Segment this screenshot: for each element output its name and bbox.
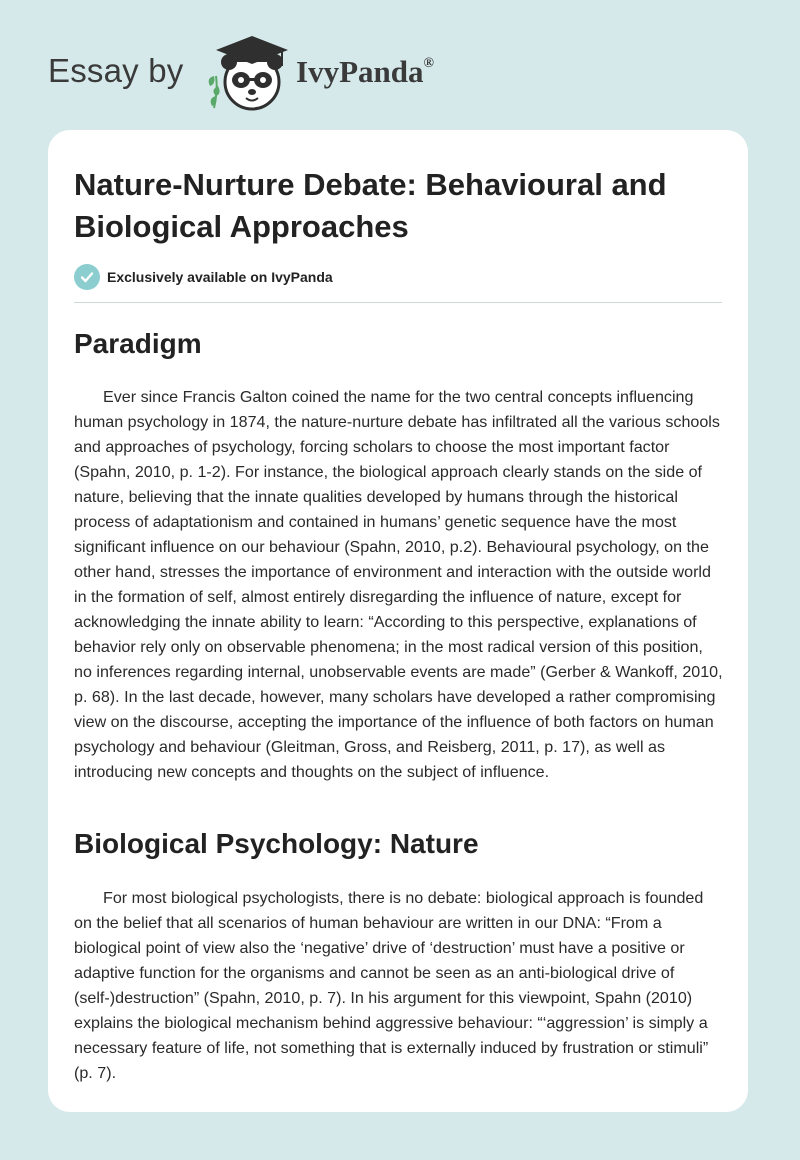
section-paragraph-paradigm: Ever since Francis Galton coined the name for the two central concepts influencing human psychology in 1874, the nature-nurture debate has infiltrated all the various schools and approaches of psychology, forcing scholars to choose the most important factor (Spahn, 2010, p. 1-2). For instance, the biological approach clearly stands on the side of nature, believing that the innate qualities developed by humans through the historical process of adaptationism and contained in humans’ genetic sequence have the most significant influence on our behaviour (Spahn, 2010, p.2). Behavioural psychology, on the other hand, stresses the importance of environment and interaction with the outside world in the formation of self, almost entirely disregarding the influence of nature, except for acknowledging the innate ability to learn: “According to this perspective, explanations of behavior rely only on observable phenomena; in the most radical version of this position, no inferences regarding internal, unobservable events are made” (Gerber & Wankoff, 2010, p. 68). In the last decade, however, many scholars have developed a rather compromising view on the discourse, accepting the importance of the influence of both factors on human psychology and behaviour (Gleitman, Gross, and Reisberg, 2011, p. 17), as well as introducing new concepts and thoughts on the subject of influence. [74,388,723,781]
site-header [48,34,748,114]
essay-by-label: Essay by [48,52,184,89]
section-heading-biological-psychology: Biological Psychology: Nature [74,828,479,859]
section-paragraph-biological-psychology: For most biological psychologists, there is no debate: biological approach is founded on the belief that all scenarios of human behaviour are written in our DNA: “From a biological point of view also the ‘negative’ drive of ‘destruction’ must have a positive or adaptive function for the organisms and cannot be seen as an anti-biological drive of (self-)destruction” (Spahn, 2010, p. 7). In his argument for this viewpoint, Spahn (2010) explains the biological mechanism behind aggressive behaviour: “‘aggression’ is simply a necessary feature of life, not something that is externally induced by frustration or stimuli” (p. 7). [74,889,709,1082]
article-card [48,130,748,1112]
checkmark-badge-icon [74,264,100,290]
brand-name[interactable]: IvyPanda® [296,54,434,89]
exclusive-label: Exclusively available on IvyPanda [107,269,333,285]
page-title: Nature-Nurture Debate: Behavioural and Biological Approaches [74,167,667,244]
divider [74,302,722,303]
ivypanda-logo-icon[interactable] [202,34,298,112]
section-heading-paradigm: Paradigm [74,328,202,359]
exclusive-badge [74,264,333,290]
registered-mark: ® [423,55,434,71]
